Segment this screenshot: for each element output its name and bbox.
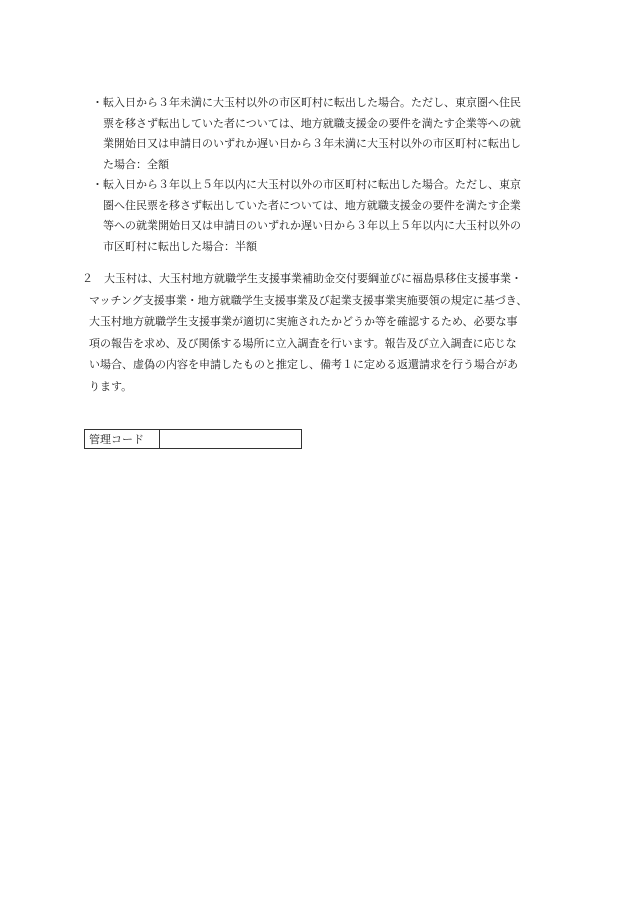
bullet-line: 圏へ住民票を移さず転出していた者については、地方就職支援金の要件を満たす企業 (103, 198, 521, 212)
paragraph-line: 項の報告を求め、及び関係する場所に立入調査を行います。報告及び立入調査に応じな (89, 336, 517, 350)
bullet-item-full-refund (92, 93, 562, 175)
paragraph-line: ります。 (89, 379, 133, 393)
management-code-table (84, 429, 302, 449)
bullet-line: 票を移さず転出していた者については、地方就職支援金の要件を満たす企業等への就 (103, 116, 521, 130)
bullet-item-half-refund (92, 175, 562, 257)
bullet-line: た場合：全額 (103, 157, 169, 171)
paragraph-2-inspection (82, 268, 562, 397)
bullet-line: ・転入日から３年未満に大玉村以外の市区町村に転出した場合。ただし、東京圏へ住民 (92, 96, 521, 109)
paragraph-line: マッチング支援事業・地方就職学生支援事業及び起業支援事業実施要領の規定に基づき、 (89, 293, 528, 307)
paragraph-line: 大玉村地方就職学生支援事業が適切に実施されたかどうか等を確認するため、必要な事 (89, 315, 518, 328)
bullet-line: 業開始日又は申請日のいずれか遅い日から３年未満に大玉村以外の市区町村に転出し (103, 137, 521, 150)
paragraph-line: い場合、虚偽の内容を申請したものと推定し、備考１に定める返還請求を行う場合があ (89, 358, 518, 371)
bullet-line: ・転入日から３年以上５年以内に大玉村以外の市区町村に転出した場合。ただし、東京 (92, 178, 521, 191)
bullet-line: 市区町村に転出した場合：半額 (103, 239, 257, 253)
bullet-line: 等への就業開始日又は申請日のいずれか遅い日から３年以上５年以内に大玉村以外の (103, 219, 521, 232)
management-code-label: 管理コード (85, 430, 160, 449)
management-code-value-field[interactable] (160, 430, 302, 449)
paragraph-line: ２ 大玉村は、大玉村地方就職学生支援事業補助金交付要綱並びに福島県移住支援事業・ (82, 272, 522, 285)
management-code-row (85, 430, 302, 449)
